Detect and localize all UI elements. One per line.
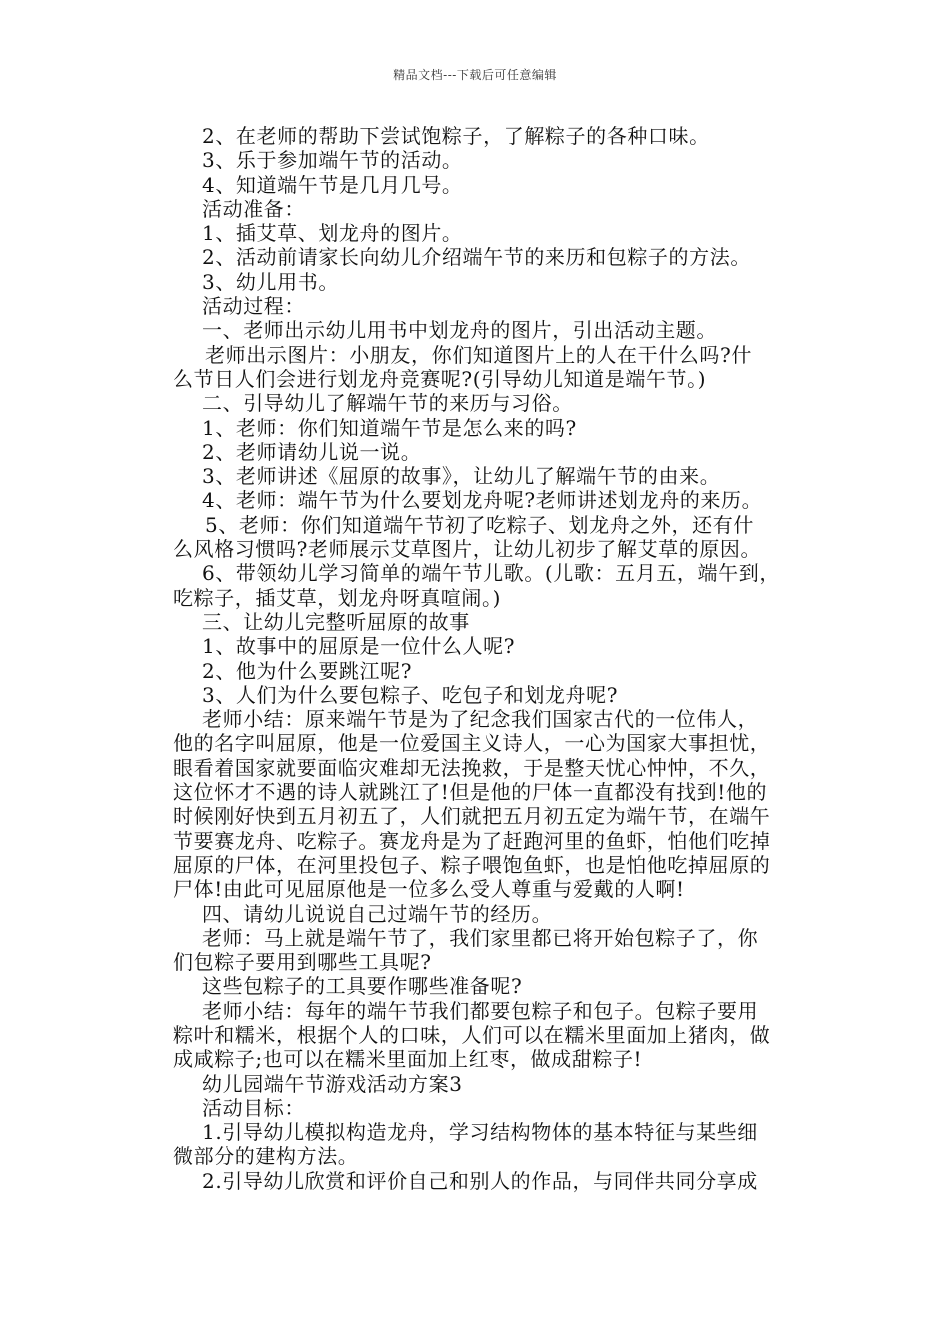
text-line: 微部分的建构方法。 <box>173 1144 359 1169</box>
text-line: 老师小结：每年的端午节我们都要包粽子和包子。包粽子要用 <box>202 998 759 1023</box>
text-line: 1.引导幼儿模拟构造龙舟，学习结构物体的基本特征与某些细 <box>202 1120 758 1145</box>
text-line: 节要赛龙舟、吃粽子。赛龙舟是为了赶跑河里的鱼虾，怕他们吃掉 <box>173 828 771 853</box>
text-line: 时候刚好快到五月初五了，人们就把五月初五定为端午节，在端午 <box>173 804 771 829</box>
text-line: 3、幼儿用书。 <box>202 269 339 294</box>
text-line: 活动目标： <box>202 1095 305 1120</box>
text-line: 2、老师请幼儿说一说。 <box>202 439 422 464</box>
text-line: 老师：马上就是端午节了，我们家里都已将开始包粽子了，你 <box>202 925 759 950</box>
text-line: 二、引导幼儿了解端午节的来历与习俗。 <box>202 391 573 416</box>
text-line: 们包粽子要用到哪些工具呢? <box>173 950 432 975</box>
text-line: 屈原的尸体，在河里投包子、粽子喂饱鱼虾，也是怕他吃掉屈原的 <box>173 852 771 877</box>
text-line: 活动过程： <box>202 294 305 319</box>
text-line: 老师小结：原来端午节是为了纪念我们国家古代的一位伟人， <box>202 707 759 732</box>
text-line: 4、知道端午节是几月几号。 <box>202 172 463 197</box>
text-line: 三、让幼儿完整听屈原的故事 <box>202 609 470 634</box>
text-line: 么风格习惯吗?老师展示艾草图片，让幼儿初步了解艾草的原因。 <box>173 537 762 562</box>
text-line: 4、老师：端午节为什么要划龙舟呢?老师讲述划龙舟的来历。 <box>202 488 763 513</box>
text-line: 2.引导幼儿欣赏和评价自己和别人的作品，与同伴共同分享成 <box>202 1168 758 1193</box>
page-header: 精品文档---下载后可任意编辑 <box>393 68 557 82</box>
text-line: 2、在老师的帮助下尝试饱粽子，了解粽子的各种口味。 <box>202 124 710 148</box>
text-line: 幼儿园端午节游戏活动方案3 <box>202 1071 463 1096</box>
text-line: 3、老师讲述《屈原的故事》，让幼儿了解端午节的由来。 <box>202 464 721 489</box>
text-line: 3、乐于参加端午节的活动。 <box>202 148 463 173</box>
text-line: 1、插艾草、划龙舟的图片。 <box>202 221 463 246</box>
text-line: 6、带领幼儿学习简单的端午节儿歌。(儿歌：五月五，端午到， <box>202 561 780 586</box>
text-line: 一、老师出示幼儿用书中划龙舟的图片，引出活动主题。 <box>202 318 717 343</box>
text-line: 2、活动前请家长向幼儿介绍端午节的来历和包粽子的方法。 <box>202 245 751 270</box>
text-line: 他的名字叫屈原，他是一位爱国主义诗人，一心为国家大事担忧， <box>173 731 771 756</box>
text-line: 粽叶和糯米，根据个人的口味，人们可以在糯米里面加上猪肉，做 <box>173 1022 771 1047</box>
text-line: 四、请幼儿说说自己过端午节的经历。 <box>202 901 553 926</box>
text-line: 1、老师：你们知道端午节是怎么来的吗? <box>202 415 577 440</box>
text-line: 吃粽子，插艾草，划龙舟呀真喧闹。) <box>173 585 502 610</box>
document-body <box>173 124 813 1193</box>
text-line: 么节日人们会进行划龙舟竞赛呢?(引导幼儿知道是端午节。) <box>173 366 707 391</box>
text-line: 3、人们为什么要包粽子、吃包子和划龙舟呢? <box>202 682 619 707</box>
text-line: 老师出示图片：小朋友，你们知道图片上的人在干什么吗?什 <box>205 342 752 367</box>
text-line: 活动准备： <box>202 196 305 221</box>
text-line: 这位怀才不遇的诗人就跳江了!但是他的尸体一直都没有找到!他的 <box>173 780 768 805</box>
text-line: 尸体!由此可见屈原他是一位多么受人尊重与爱戴的人啊! <box>173 877 685 902</box>
text-line: 眼看着国家就要面临灾难却无法挽救，于是整天忧心忡忡，不久， <box>173 755 771 780</box>
text-line: 成咸粽子;也可以在糯米里面加上红枣，做成甜粽子! <box>173 1047 643 1072</box>
text-line: 1、故事中的屈原是一位什么人呢? <box>202 634 516 659</box>
text-line: 这些包粽子的工具要作哪些准备呢? <box>202 974 523 999</box>
text-line: 2、他为什么要跳江呢? <box>202 658 413 683</box>
text-line: 5、老师：你们知道端午节初了吃粽子、划龙舟之外，还有什 <box>205 512 754 537</box>
